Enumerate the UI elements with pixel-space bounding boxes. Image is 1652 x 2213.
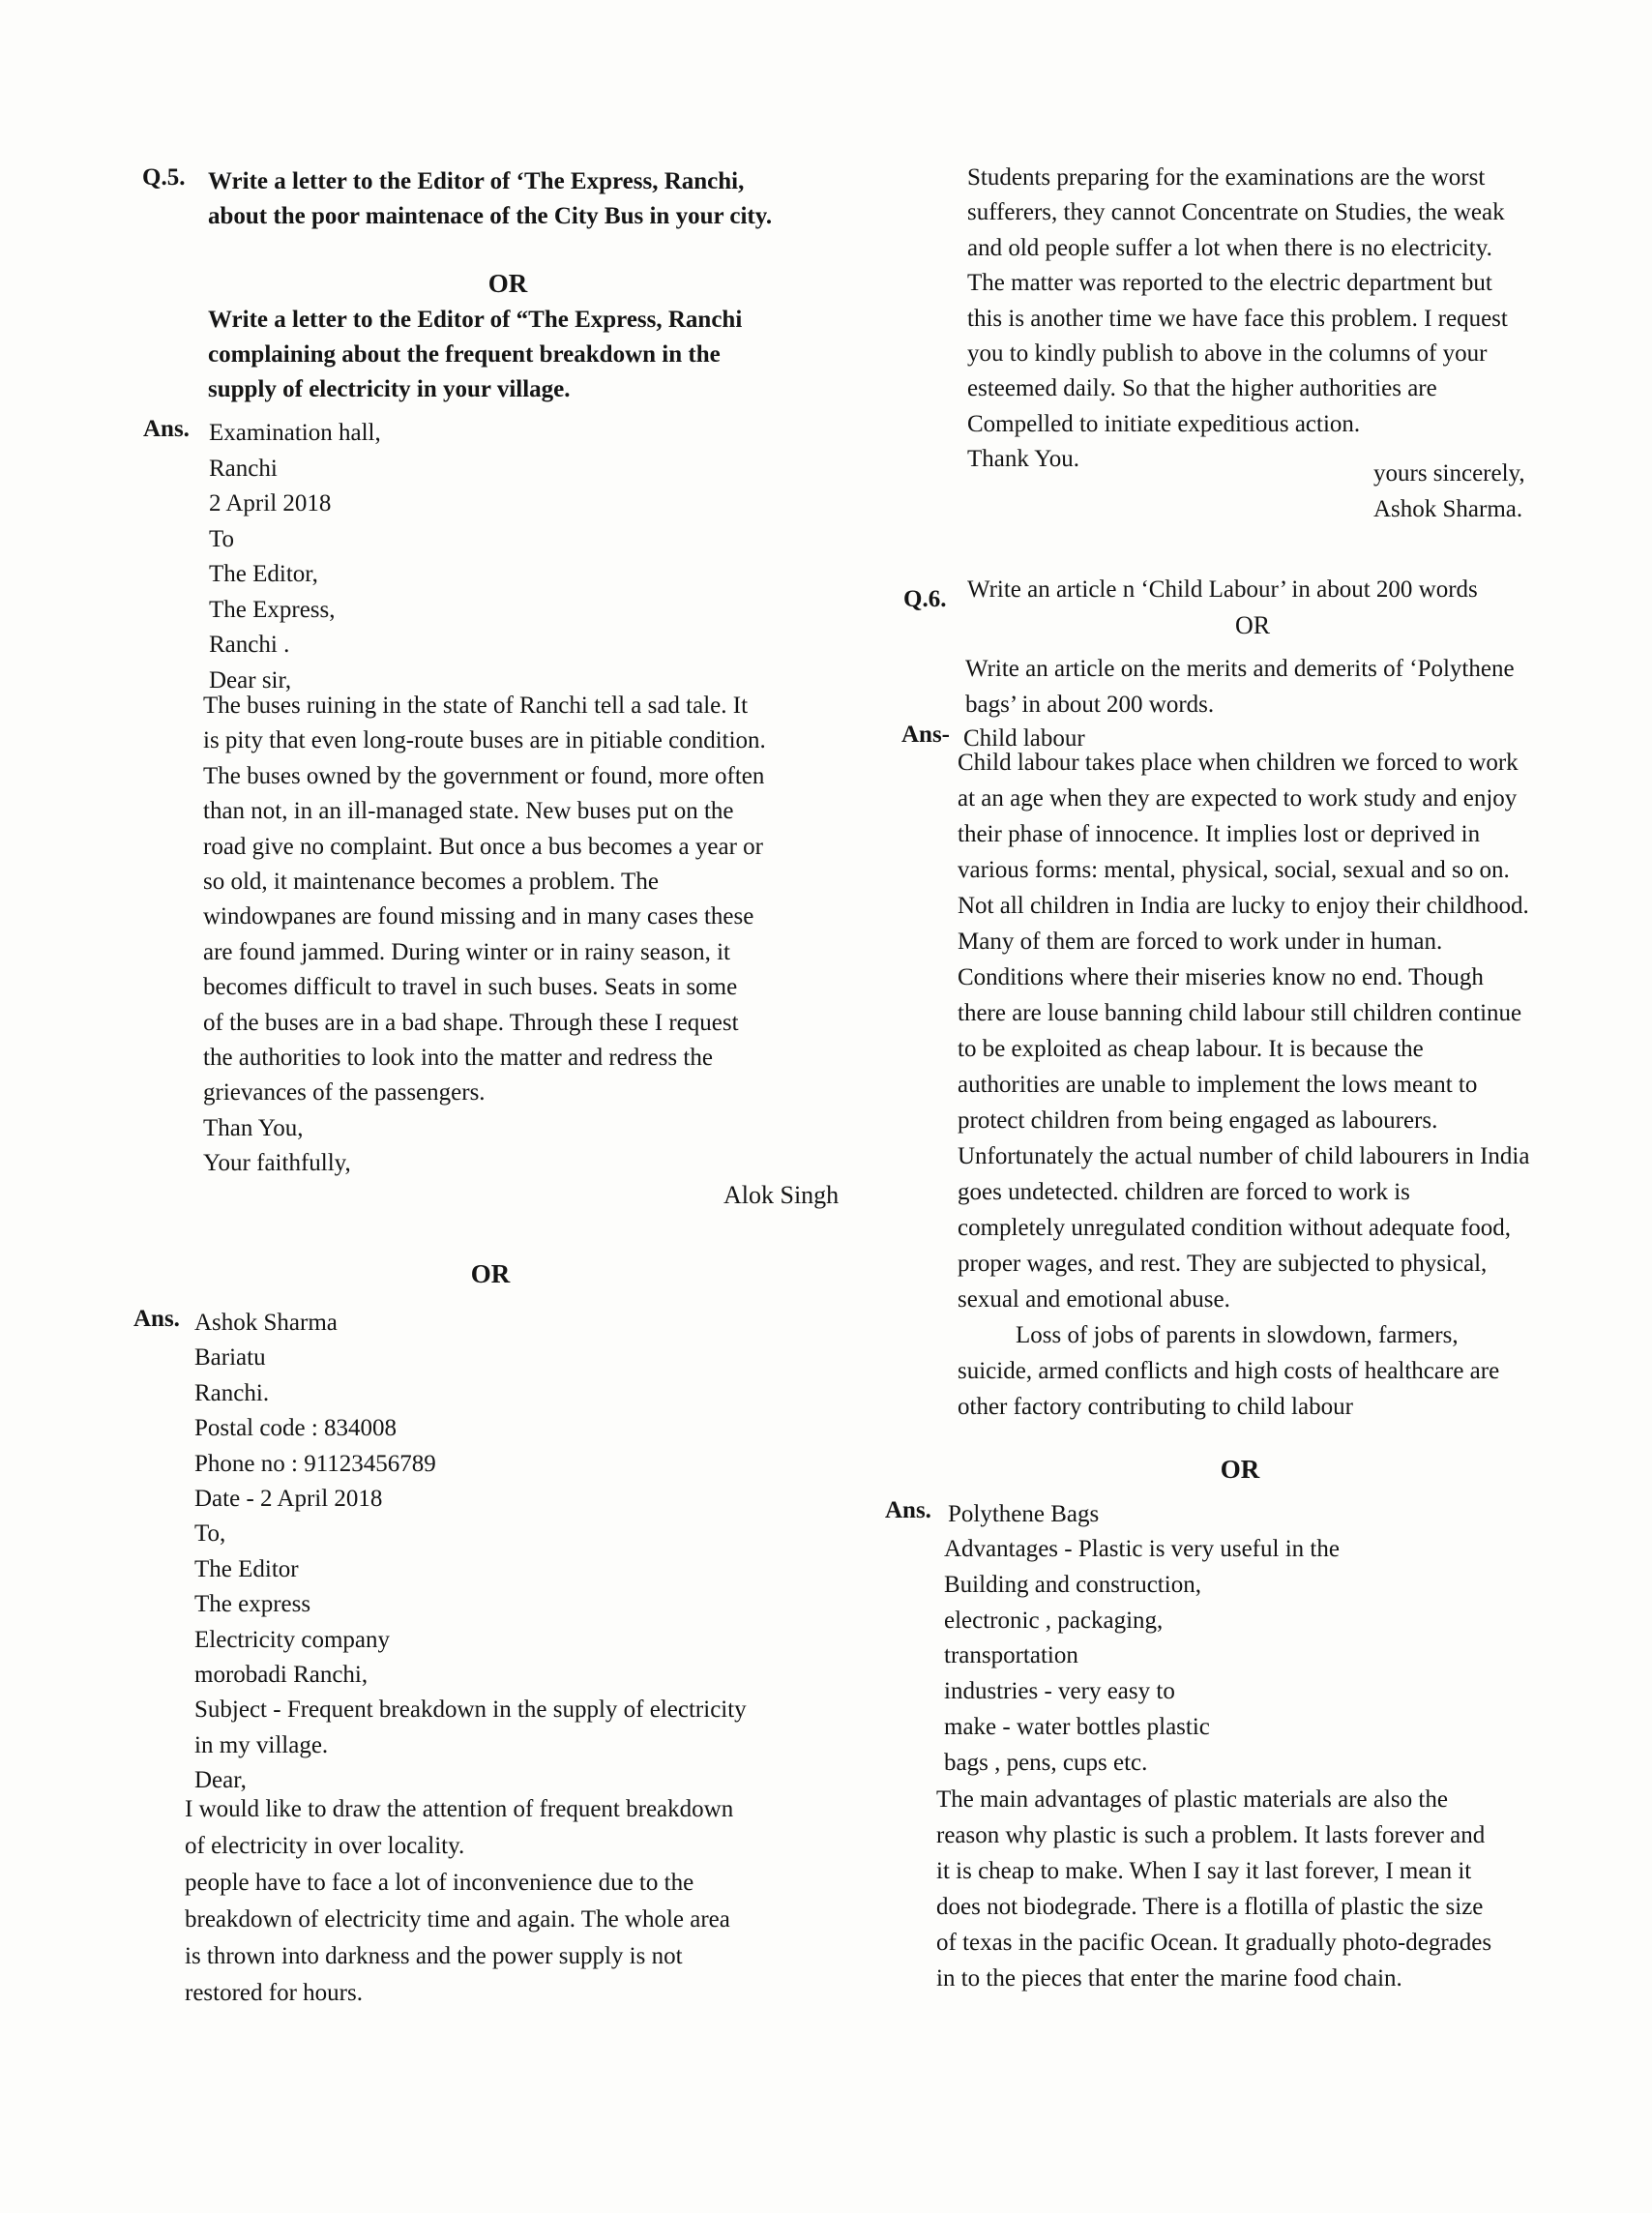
q6-or: OR <box>1234 611 1271 639</box>
letter-body-line: I would like to draw the attention of frequent breakdown <box>185 1796 734 1822</box>
letter-body-line: The buses ruining in the state of Ranchi tell a sad tale. It <box>203 693 749 719</box>
letter-body-line: this is another time we have face this problem. I request <box>967 305 1508 332</box>
letter-header-line: The Editor, <box>209 561 318 587</box>
letter-header-line: Examination hall, <box>209 420 381 446</box>
letter-header-line: morobadi Ranchi, <box>194 1662 369 1689</box>
letter-body-line: so old, it maintenance becomes a problem. The <box>203 869 659 896</box>
article-line: goes undetected. children are forced to work is <box>958 1179 1410 1205</box>
article-line: industries - very easy to <box>944 1678 1175 1705</box>
q5-ans2-label: Ans. <box>133 1306 180 1332</box>
letter-header-line: Postal code : 834008 <box>194 1415 398 1442</box>
letter-header-line: To, <box>194 1520 226 1548</box>
q5-ans1-signature: Alok Singh <box>723 1181 840 1209</box>
letter-subject-line: in my village. <box>194 1731 329 1758</box>
article-line: electronic , packaging, <box>944 1607 1164 1634</box>
article-line: Many of them are forced to work under in human. <box>958 929 1443 955</box>
letter-body-line: becomes difficult to travel in such buses. Seats in some <box>203 974 738 1001</box>
q5-alt-question-line: supply of electricity in your village. <box>208 376 571 402</box>
q6-ans1-title: Child labour <box>963 725 1085 752</box>
q5-alt-question <box>208 303 742 407</box>
letter-salutation: Dear, <box>194 1767 247 1794</box>
article-line: proper wages, and rest. They are subjected to physical, <box>958 1251 1488 1277</box>
article-line: various forms: mental, physical, social, sexual and so on. <box>958 857 1510 883</box>
q5-ans2-continued <box>967 161 1508 478</box>
q5-alt-question-line: Write a letter to the Editor of “The Express, Ranchi <box>208 307 743 333</box>
article-line: Child labour takes place when children we forced to work <box>958 750 1519 776</box>
letter-body-line: esteemed daily. So that the higher authorities are <box>967 375 1437 402</box>
letter-header-line: Date - 2 April 2018 <box>194 1486 383 1513</box>
letter-body-line: people have to face a lot of inconvenience due to the <box>185 1870 694 1896</box>
q6-ans2-label: Ans. <box>885 1497 931 1523</box>
article-line: reason why plastic is such a problem. It lasts forever and <box>936 1822 1486 1848</box>
letter-body-line: restored for hours. <box>185 1980 363 2006</box>
letter-header-line: The Editor <box>194 1555 299 1582</box>
letter-signoff-line: yours sincerely, <box>1373 460 1525 487</box>
article-line: authorities are unable to implement the lows meant to <box>958 1072 1478 1098</box>
article-line: Advantages - Plastic is very useful in the <box>944 1536 1340 1562</box>
q6-number: Q.6. <box>903 586 947 612</box>
q5-or2: OR <box>470 1259 511 1288</box>
q5-alt-question-line: complaining about the frequent breakdown in the <box>208 341 721 368</box>
article-line: bags , pens, cups etc. <box>944 1749 1148 1776</box>
article-line: make - water bottles plastic <box>944 1713 1210 1740</box>
letter-body-line: than not, in an ill-managed state. New buses put on the <box>203 798 734 825</box>
q6-ans2-title: Polythene Bags <box>948 1501 1100 1527</box>
article-line: Unfortunately the actual number of child labourers in India <box>958 1143 1530 1169</box>
letter-signoff-line: Ashok Sharma. <box>1373 495 1523 522</box>
article-line: at an age when they are expected to work study and enjoy <box>958 785 1518 811</box>
letter-body-line: grievances of the passengers. <box>203 1079 486 1106</box>
q5-ans2-header <box>194 1306 747 1799</box>
letter-body-line: Compelled to initiate expeditious action. <box>967 410 1361 437</box>
letter-subject-line: Subject - Frequent breakdown in the supply of electricity <box>194 1697 747 1724</box>
q5-ans2-body <box>185 1791 733 2012</box>
letter-body-line: are found jammed. During winter or in rainy season, it <box>203 938 730 965</box>
letter-body-line: breakdown of electricity time and again. The whole area <box>185 1906 730 1933</box>
letter-body-line: of the buses are in a bad shape. Through these I request <box>203 1009 739 1036</box>
article-line: their phase of innocence. It implies lost or deprived in <box>958 821 1481 847</box>
letter-closing-line: Than You, <box>203 1114 304 1141</box>
article-line: there are louse banning child labour still children continue <box>958 1000 1522 1026</box>
letter-body-line: you to kindly publish to above in the columns of your <box>967 340 1488 368</box>
letter-body-line: is thrown into darkness and the power supply is not <box>185 1943 683 1969</box>
letter-header-line: To <box>209 525 235 552</box>
q5-question-line: about the poor maintenace of the City Bus in your city. <box>208 203 773 229</box>
q6-question: Write an article n ‘Child Labour’ in about 200 words <box>967 576 1478 603</box>
letter-body-line: of electricity in over locality. <box>185 1833 465 1859</box>
article-line: completely unregulated condition without adequate food, <box>958 1215 1512 1241</box>
q6-ans2-list <box>944 1532 1340 1782</box>
article-line: it is cheap to make. When I say it last forever, I mean it <box>936 1858 1472 1884</box>
letter-body-line: road give no complaint. But once a bus becomes a year or <box>203 833 763 860</box>
letter-header-line: Dear sir, <box>209 666 292 693</box>
q6-alt-question <box>965 652 1515 723</box>
q5-question-line: Write a letter to the Editor of ‘The Express, Ranchi, <box>208 168 745 194</box>
letter-body-line: the authorities to look into the matter and redress the <box>203 1045 713 1072</box>
q6-alt-question-line: Write an article on the merits and demerits of ‘Polythene <box>965 656 1515 682</box>
q6-ans1-body <box>958 745 1529 1425</box>
letter-header-line: Phone no : 91123456789 <box>194 1450 436 1477</box>
letter-body-line: and old people suffer a lot when there is no electricity. <box>967 234 1492 261</box>
letter-closing-line: Thank You. <box>967 446 1079 473</box>
article-line: transportation <box>944 1642 1078 1669</box>
article-line: The main advantages of plastic materials are also the <box>936 1786 1448 1813</box>
letter-header-line: Ranchi . <box>209 632 290 658</box>
article-line: Conditions where their miseries know no end. Though <box>958 964 1484 990</box>
article-line: does not biodegrade. There is a flotilla of plastic the size <box>936 1894 1484 1920</box>
q6-alt-question-line: bags’ in about 200 words. <box>965 691 1215 718</box>
q5-question <box>208 164 772 234</box>
article-line: Loss of jobs of parents in slowdown, farmers, <box>1016 1322 1459 1348</box>
article-line: suicide, armed conflicts and high costs of healthcare are <box>958 1358 1500 1384</box>
q5-ans2-signoff <box>1373 457 1525 527</box>
q6-ans1-label: Ans- <box>901 722 951 748</box>
q6-ans2-body <box>936 1782 1491 1996</box>
letter-header-line: The Express, <box>209 596 336 623</box>
letter-body-line: windowpanes are found missing and in many cases these <box>203 903 754 930</box>
letter-body-line: The matter was reported to the electric department but <box>967 270 1492 297</box>
q5-ans1-label: Ans. <box>143 416 190 442</box>
letter-header-line: Bariatu <box>194 1344 266 1372</box>
letter-body-line: is pity that even long-route buses are in pitiable condition. <box>203 727 766 754</box>
q5-ans1-header <box>209 416 381 698</box>
article-line: Building and construction, <box>944 1571 1201 1598</box>
q6-or2: OR <box>1220 1455 1260 1484</box>
article-line: to be exploited as cheap labour. It is because the <box>958 1036 1424 1062</box>
article-line: in to the pieces that enter the marine food chain. <box>936 1965 1402 1992</box>
article-line: sexual and emotional abuse. <box>958 1286 1230 1313</box>
letter-header-line: 2 April 2018 <box>209 490 332 516</box>
letter-header-line: Ranchi. <box>194 1379 270 1406</box>
letter-body-line: sufferers, they cannot Concentrate on Studies, the weak <box>967 199 1505 226</box>
article-line: other factory contributing to child labour <box>958 1394 1353 1420</box>
q5-ans1-body <box>203 689 766 1182</box>
letter-header-line: The express <box>194 1591 311 1618</box>
letter-body-line: Students preparing for the examinations are the worst <box>967 164 1486 191</box>
article-line: protect children from being engaged as labourers. <box>958 1107 1438 1134</box>
article-line: of texas in the pacific Ocean. It gradually photo-degrades <box>936 1930 1492 1956</box>
q5-number: Q.5. <box>142 164 186 191</box>
letter-header-line: Ranchi <box>209 455 278 482</box>
letter-header-line: Electricity company <box>194 1626 391 1653</box>
article-line: Not all children in India are lucky to enjoy their childhood. <box>958 893 1529 919</box>
letter-header-line: Ashok Sharma <box>194 1310 338 1336</box>
q5-or: OR <box>487 269 528 298</box>
letter-body-line: The buses owned by the government or found, more often <box>203 762 765 789</box>
letter-closing-line: Your faithfully, <box>203 1150 351 1177</box>
